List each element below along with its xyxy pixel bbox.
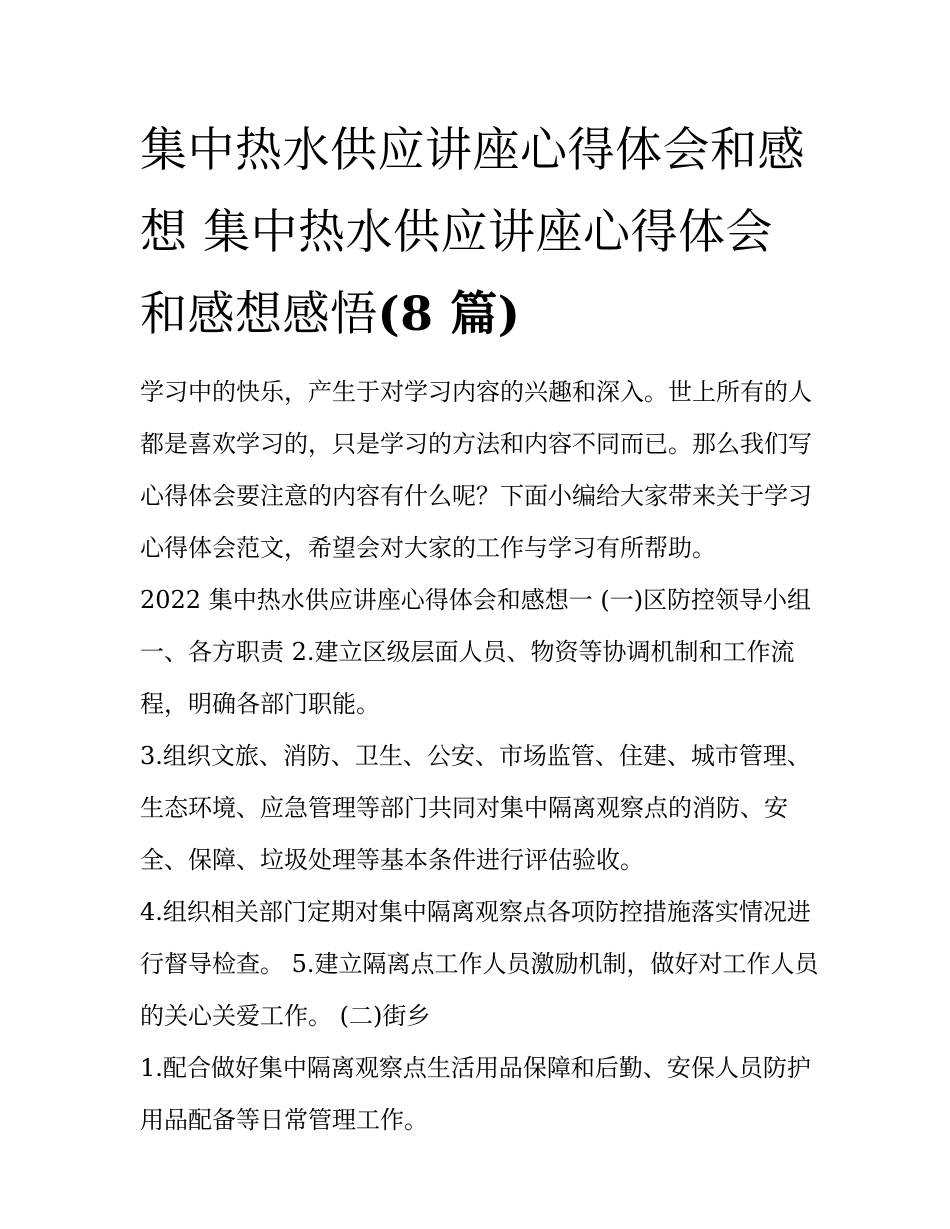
paragraph-street-item-1: 1.配合做好集中隔离观察点生活用品保障和后勤、安保人员防护用品配备等日常管理工作。 — [140, 1054, 811, 1134]
paragraph-item-4-5: 4.组织相关部门定期对集中隔离观察点各项防控措施落实情况进行督导检查。 5.建立隔离点工作人员激励机制，做好对工作人员的关心关爱工作。 (二)街乡 — [140, 898, 819, 1030]
document-title — [140, 110, 820, 356]
paragraph-item-3: 3.组织文旅、消防、卫生、公安、市场监管、住建、城市管理、生态环境、应急管理等部门共同对集中隔离观察点的消防、安全、保障、垃圾处理等基本条件进行评估验收。 — [140, 742, 811, 874]
paragraph-intro: 学习中的快乐，产生于对学习内容的兴趣和深入。世上所有的人都是喜欢学习的，只是学习的方法和内容不同而已。那么我们写心得体会要注意的内容有什么呢？下面小编给大家带来关于学习心得体会范文，希望会对大家的工作与学习有所帮助。 — [140, 378, 812, 562]
paragraph-section-1: 2022 集中热水供应讲座心得体会和感想一 (一)区防控领导小组 一、各方职责 2.建立区级层面人员、物资等协调机制和工作流程，明确各部门职能。 — [140, 586, 812, 718]
document-page — [140, 110, 820, 1146]
document-title-main: 集中热水供应讲座心得体会和感想 集中热水供应讲座心得体会和感想感悟 — [140, 123, 805, 342]
document-title-tail: (8 篇) — [377, 287, 521, 342]
